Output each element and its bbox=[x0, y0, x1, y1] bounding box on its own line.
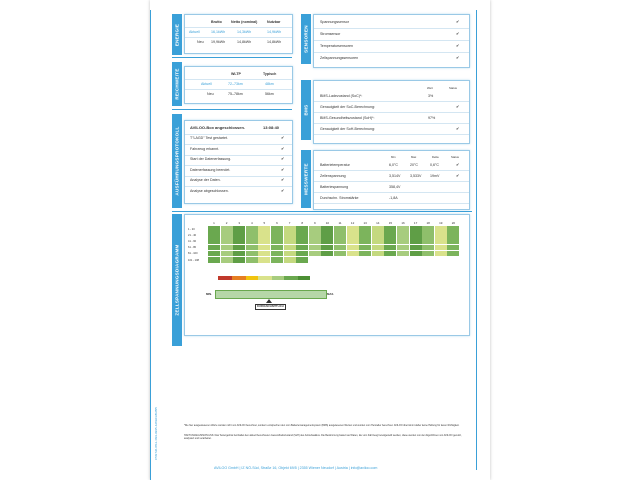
voltage-cell bbox=[422, 226, 434, 232]
report-page bbox=[150, 0, 490, 480]
reichweite-value: 72–73km bbox=[228, 82, 243, 86]
company-info: AVILOO GmbH | IZ NÖ-Süd, Straße 16, Objekt 69/5 | 2355 Wiener Neudorf | Austria | info@aviloo.com bbox=[214, 466, 378, 470]
sensor-item: Temperatursensoren bbox=[320, 44, 353, 48]
sensor-item: Spannungssensor bbox=[320, 20, 349, 24]
protokoll-label: AUSFÜHRUNGSPROTOKOLL bbox=[172, 114, 182, 208]
voltage-cell bbox=[321, 232, 333, 238]
right-frame-line bbox=[476, 10, 477, 470]
voltage-cell bbox=[233, 238, 245, 244]
voltage-cell bbox=[233, 226, 245, 232]
voltage-cell bbox=[384, 245, 396, 251]
grid-row-label: 41 - 60 bbox=[188, 239, 197, 243]
energie-value: 14,8kWh bbox=[237, 40, 252, 44]
protokoll-item: Datenerfassung beendet. bbox=[190, 167, 231, 172]
energie-header-brutto: Brutto bbox=[211, 20, 222, 24]
voltage-cell bbox=[221, 245, 233, 251]
voltage-cell bbox=[258, 245, 270, 251]
energie-label: ENERGIE bbox=[172, 14, 182, 55]
voltage-cell bbox=[410, 251, 422, 257]
disclaimer-text: HAFTUNGSAUSSCHLUSS: Das Testergebnis beinhaltet den aktuell berechneten Gesundheitszustand (SoH) des Antriebsakkus. Die Bestimmung basiert auf Daten, die vom Fahrzeug bereitgestellt werden, diese werden von den Algorithmen von AVILOO genutzt, analysiert und verarbeitet. bbox=[184, 434, 462, 440]
bms-label: BMS bbox=[301, 80, 311, 140]
voltage-cell bbox=[410, 245, 422, 251]
bms-row-value: 3% bbox=[428, 94, 434, 98]
messwerte-col-min: Min bbox=[391, 155, 396, 159]
voltage-cell bbox=[435, 232, 447, 238]
grid-column-number: 3 bbox=[238, 221, 241, 225]
voltage-cell bbox=[271, 226, 283, 232]
voltage-cell bbox=[296, 238, 308, 244]
messwerte-col-delta: Delta bbox=[432, 155, 439, 159]
voltage-cell bbox=[309, 238, 321, 244]
min-max-range-bar bbox=[215, 290, 327, 299]
voltage-cell bbox=[284, 232, 296, 238]
voltage-cell bbox=[410, 232, 422, 238]
voltage-cell bbox=[447, 251, 459, 257]
voltage-cell bbox=[334, 251, 346, 257]
reichweite-value: 56km bbox=[265, 92, 274, 96]
grid-row-label: 61 - 80 bbox=[188, 246, 197, 250]
voltage-cell bbox=[321, 238, 333, 244]
check-icon: ✔ bbox=[456, 162, 460, 167]
grid-column-number: 5 bbox=[263, 221, 266, 225]
voltage-cell bbox=[309, 226, 321, 232]
voltage-cell bbox=[296, 232, 308, 238]
messwerte-value: 6,0°C bbox=[389, 163, 399, 167]
energie-header-netto: Netto (nominal) bbox=[231, 20, 258, 24]
sensor-item: Zellspannungssensoren bbox=[320, 56, 359, 60]
voltage-cell bbox=[258, 238, 270, 244]
bms-row-label: Genauigkeit der SoH-Berechnung: bbox=[320, 127, 375, 131]
grid-column-number: 14 bbox=[376, 221, 380, 225]
voltage-cell bbox=[271, 251, 283, 257]
sensor-item: Stromsensor bbox=[320, 32, 341, 36]
voltage-cell bbox=[321, 245, 333, 251]
voltage-cell bbox=[334, 245, 346, 251]
messwerte-value: 20°C bbox=[410, 163, 419, 167]
voltage-cell bbox=[208, 257, 220, 263]
voltage-cell bbox=[384, 226, 396, 232]
bms-col-wert: Wert bbox=[427, 86, 433, 90]
voltage-cell bbox=[359, 232, 371, 238]
voltage-cell bbox=[422, 232, 434, 238]
check-icon: ✔ bbox=[456, 55, 460, 60]
voltage-cell bbox=[221, 232, 233, 238]
voltage-cell bbox=[258, 257, 270, 263]
voltage-cell bbox=[435, 251, 447, 257]
check-icon: ✔ bbox=[456, 104, 460, 109]
energie-header-nutzbar: Nutzbar bbox=[267, 20, 281, 24]
check-icon: ✔ bbox=[281, 145, 285, 151]
zellspannung-panel bbox=[184, 214, 470, 336]
voltage-cell bbox=[397, 232, 409, 238]
color-scale-bar bbox=[218, 276, 310, 280]
messwerte-value: 358,4V bbox=[389, 185, 401, 189]
reichweite-row-label: Aktuell bbox=[201, 82, 212, 86]
voltage-cell bbox=[208, 245, 220, 251]
voltage-cell bbox=[208, 226, 220, 232]
voltage-cell bbox=[397, 238, 409, 244]
messwerte-panel bbox=[313, 150, 470, 210]
bms-row-value: 97% bbox=[428, 116, 436, 120]
grid-column-number: 4 bbox=[250, 221, 253, 225]
divider-line-h1 bbox=[172, 57, 292, 58]
grid-column-number: 8 bbox=[301, 221, 304, 225]
reichweite-panel bbox=[184, 66, 293, 104]
voltage-cell bbox=[296, 251, 308, 257]
messwerte-value: 3,533V bbox=[410, 174, 422, 178]
check-icon: ✔ bbox=[281, 135, 285, 140]
voltage-cell bbox=[221, 238, 233, 244]
voltage-cell bbox=[422, 251, 434, 257]
messwerte-row-label: Zellenspannung bbox=[320, 174, 346, 178]
voltage-cell bbox=[246, 251, 258, 257]
reichweite-value: 75–78km bbox=[228, 92, 243, 96]
sensoren-panel bbox=[313, 14, 470, 68]
voltage-cell bbox=[309, 232, 321, 238]
voltage-cell bbox=[347, 226, 359, 232]
voltage-cell bbox=[435, 245, 447, 251]
voltage-cell bbox=[447, 238, 459, 244]
voltage-cell bbox=[233, 232, 245, 238]
voltage-cell bbox=[271, 238, 283, 244]
voltage-cell bbox=[258, 232, 270, 238]
check-icon: ✔ bbox=[456, 43, 460, 48]
energie-row-label: Neu bbox=[197, 40, 204, 44]
check-icon: ✔ bbox=[456, 31, 460, 36]
messwerte-row-label: Batterietemperatur bbox=[320, 163, 350, 167]
check-icon: ✔ bbox=[281, 166, 285, 172]
voltage-cell bbox=[447, 245, 459, 251]
footnote-text: *Die hier ausgewiesenen Werte wurden nicht von AVILOO berechnet, sondern entsprechen den vom Batteriemanagementsystem (BMS) ausgelesenen Werten und wurden vom Hersteller berechnet. AVILOO übernimmt daher keine Haftung für deren Richtigkeit. bbox=[184, 424, 460, 427]
check-icon: ✔ bbox=[281, 177, 285, 182]
voltage-cell bbox=[334, 232, 346, 238]
grid-column-number: 10 bbox=[325, 221, 330, 225]
check-icon: ✔ bbox=[281, 156, 285, 161]
voltage-cell bbox=[372, 232, 384, 238]
protokoll-item: Start der Datenerfassung. bbox=[190, 157, 232, 161]
grid-column-number: 15 bbox=[388, 221, 393, 225]
voltage-cell bbox=[410, 238, 422, 244]
messwerte-row-label: Durchschn. Stromstärke bbox=[320, 196, 359, 200]
energie-row-label: Aktuell bbox=[189, 30, 200, 34]
voltage-cell bbox=[347, 232, 359, 238]
energie-panel bbox=[184, 14, 293, 54]
grid-column-number: 6 bbox=[276, 221, 278, 225]
grid-column-number: 17 bbox=[413, 221, 418, 225]
voltage-cell bbox=[208, 251, 220, 257]
messwerte-col-status: Status bbox=[451, 155, 459, 159]
voltage-cell bbox=[435, 238, 447, 244]
grid-column-number: 16 bbox=[401, 221, 405, 225]
protokoll-item: Fahrzeug erkannt. bbox=[190, 146, 220, 151]
reichweite-row-label: Neu bbox=[207, 92, 214, 96]
voltage-cell bbox=[397, 245, 409, 251]
grid-column-number: 12 bbox=[350, 221, 355, 225]
messwerte-value: 19mV bbox=[430, 174, 440, 178]
voltage-cell bbox=[271, 245, 283, 251]
energie-value: 14,3kWh bbox=[237, 30, 252, 34]
grid-column-number: 7 bbox=[288, 221, 291, 225]
scale-segment bbox=[308, 276, 310, 280]
grid-column-number: 18 bbox=[426, 221, 430, 225]
voltage-cell bbox=[246, 232, 258, 238]
reichweite-label: REICHWEITE bbox=[172, 62, 182, 106]
messwerte-value: -1,8A bbox=[389, 196, 398, 200]
divider-line-h2 bbox=[172, 109, 292, 110]
voltage-cell bbox=[384, 251, 396, 257]
voltage-cell bbox=[447, 226, 459, 232]
voltage-cell bbox=[347, 251, 359, 257]
check-icon: ✔ bbox=[456, 126, 460, 131]
scale-max-label: MAX. bbox=[327, 292, 334, 296]
bms-row-label: Genauigkeit der SoC-Berechnung: bbox=[320, 105, 375, 109]
grid-row-label: 1 - 20 bbox=[188, 227, 195, 231]
voltage-cell bbox=[347, 245, 359, 251]
protokoll-item: Analyse der Daten. bbox=[190, 178, 221, 182]
voltage-cell bbox=[435, 226, 447, 232]
zellspannung-label: ZELLSPANNUNGSDIAGRAMM bbox=[172, 214, 182, 346]
energie-value: 14,8kWh bbox=[267, 40, 282, 44]
voltage-cell bbox=[271, 232, 283, 238]
voltage-cell bbox=[359, 251, 371, 257]
grid-column-number: 11 bbox=[338, 221, 342, 225]
divider-line-h3 bbox=[172, 211, 472, 212]
voltage-cell bbox=[271, 257, 283, 263]
protokoll-panel bbox=[184, 120, 293, 204]
average-label: DURCHSCHNITTLICH bbox=[257, 305, 284, 308]
grid-column-number: 9 bbox=[313, 221, 316, 225]
voltage-cell bbox=[208, 238, 220, 244]
grid-column-number: 2 bbox=[225, 221, 228, 225]
voltage-cell bbox=[321, 251, 333, 257]
voltage-cell bbox=[372, 226, 384, 232]
messwerte-label: MESSWERTE bbox=[301, 150, 311, 208]
messwerte-value: 3,514V bbox=[389, 174, 401, 178]
protokoll-time: 13:08:40 bbox=[263, 125, 280, 130]
check-icon: ✔ bbox=[456, 173, 460, 178]
check-icon: ✔ bbox=[281, 187, 285, 193]
voltage-cell bbox=[233, 251, 245, 257]
bms-row-label: BMS-Ladezustand (SoC)*: bbox=[320, 94, 363, 98]
energie-value: 16,1kWh bbox=[211, 30, 226, 34]
voltage-cell bbox=[221, 226, 233, 232]
voltage-cell bbox=[359, 238, 371, 244]
scale-min-label: MIN. bbox=[206, 292, 212, 296]
voltage-cell bbox=[384, 232, 396, 238]
grid-row-label: 21 - 40 bbox=[188, 233, 197, 237]
grid-column-number: 1 bbox=[213, 221, 215, 225]
messwerte-col-max: Max bbox=[411, 155, 417, 159]
voltage-cell bbox=[296, 257, 308, 263]
voltage-cell bbox=[296, 245, 308, 251]
grid-row-label: 81 - 100 bbox=[188, 252, 198, 256]
bms-row-label: BMS-Gesundheitszustand (SoH)*: bbox=[320, 116, 375, 120]
grid-column-number: 20 bbox=[451, 221, 456, 225]
voltage-cell bbox=[422, 245, 434, 251]
grid-column-number: 19 bbox=[439, 221, 443, 225]
messwerte-row-label: Batteriespannung bbox=[320, 185, 349, 189]
voltage-cell bbox=[221, 257, 233, 263]
voltage-cell bbox=[309, 251, 321, 257]
bms-panel bbox=[313, 80, 470, 144]
voltage-cell bbox=[208, 232, 220, 238]
messwerte-value: 0,6°C bbox=[430, 163, 440, 167]
reichweite-header-typisch: Typisch bbox=[263, 72, 277, 76]
voltage-cell bbox=[359, 226, 371, 232]
voltage-cell bbox=[372, 251, 384, 257]
reichweite-value: 48km bbox=[265, 82, 274, 86]
average-marker-icon bbox=[266, 299, 272, 303]
voltage-cell bbox=[334, 226, 346, 232]
grid-column-number: 13 bbox=[363, 221, 367, 225]
reichweite-header-wltp: WLTP bbox=[231, 72, 241, 76]
voltage-cell bbox=[284, 245, 296, 251]
voltage-cell bbox=[246, 226, 258, 232]
voltage-cell bbox=[347, 238, 359, 244]
voltage-cell bbox=[233, 257, 245, 263]
sensoren-label: SENSOREN bbox=[301, 14, 311, 64]
voltage-cell bbox=[284, 257, 296, 263]
voltage-cell bbox=[221, 251, 233, 257]
protokoll-item: T"LAGD" Test gestartet. bbox=[190, 136, 229, 140]
voltage-cell bbox=[246, 257, 258, 263]
voltage-cell bbox=[258, 251, 270, 257]
voltage-cell bbox=[284, 251, 296, 257]
voltage-cell bbox=[309, 245, 321, 251]
voltage-cell bbox=[397, 226, 409, 232]
voltage-cell bbox=[447, 232, 459, 238]
voltage-cell bbox=[246, 238, 258, 244]
energie-value: 19,9kWh bbox=[211, 40, 226, 44]
grid-row-label: 101 - 108 bbox=[188, 258, 199, 262]
bms-col-status: Status bbox=[449, 86, 457, 90]
protokoll-title: AVILOO-Box angeschlossen. bbox=[190, 125, 246, 130]
voltage-cell bbox=[334, 238, 346, 244]
voltage-cell bbox=[397, 251, 409, 257]
voltage-cell bbox=[321, 226, 333, 232]
voltage-cell bbox=[296, 226, 308, 232]
left-frame-line bbox=[150, 10, 151, 480]
voltage-cell bbox=[359, 245, 371, 251]
document-id: C5f27d6-8f12-4f29-9995-4d89d4d5d5f5 bbox=[154, 407, 158, 460]
voltage-cell bbox=[384, 238, 396, 244]
protokoll-item: Analyse abgeschlossen. bbox=[190, 188, 229, 193]
voltage-cell bbox=[246, 245, 258, 251]
check-icon: ✔ bbox=[456, 19, 460, 24]
voltage-cell bbox=[422, 238, 434, 244]
voltage-cell bbox=[284, 238, 296, 244]
voltage-cell bbox=[372, 245, 384, 251]
energie-value: 14,9kWh bbox=[267, 30, 282, 34]
voltage-cell bbox=[410, 226, 422, 232]
voltage-cell bbox=[233, 245, 245, 251]
voltage-cell bbox=[284, 226, 296, 232]
voltage-cell bbox=[258, 226, 270, 232]
voltage-cell bbox=[372, 238, 384, 244]
